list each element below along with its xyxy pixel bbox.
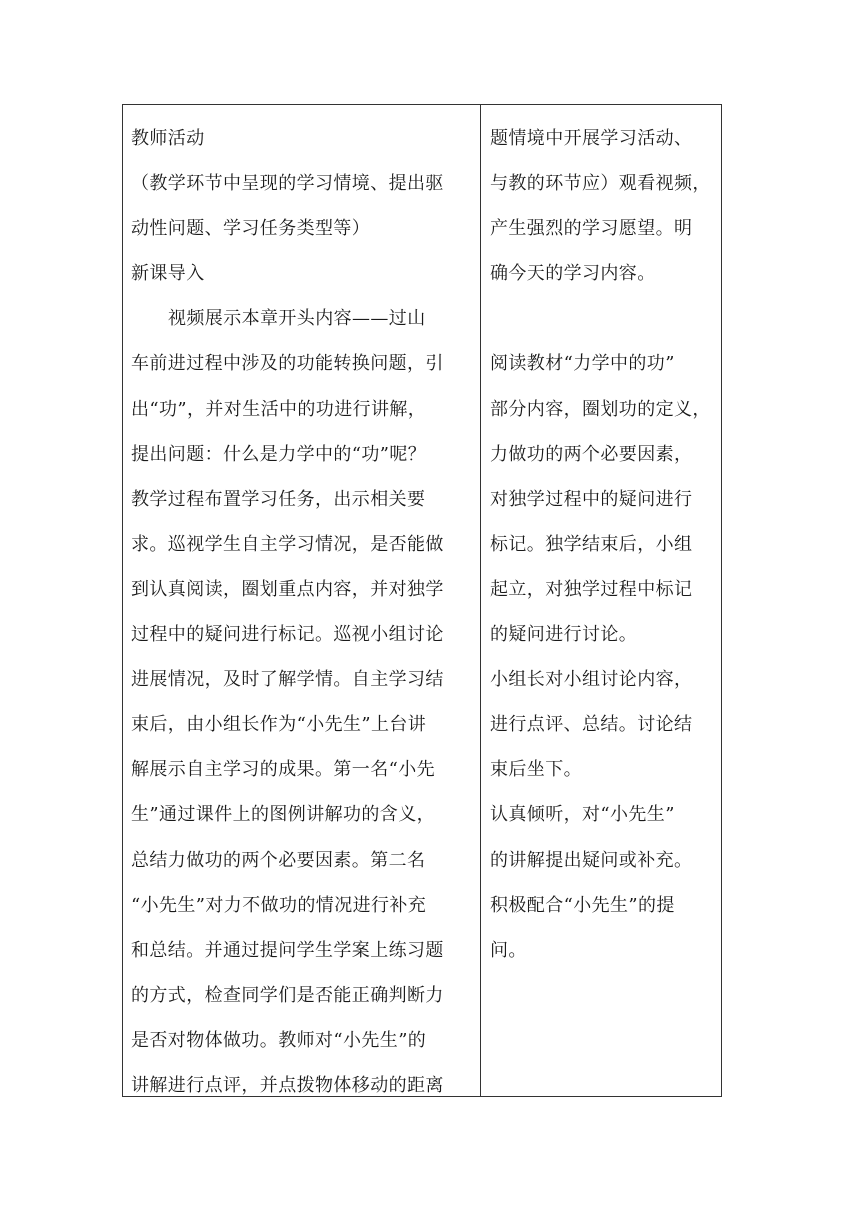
right-line-7: 部分内容，圈划功的定义， [490,398,711,420]
right-line-12: 的疑问进行讨论。 [490,624,638,646]
right-blank-line [490,296,715,341]
right-line-6: 阅读教材“力学中的功” [490,353,675,375]
left-line-13: 进展情况，及时了解学情。自主学习结 [131,669,444,691]
right-line-11: 起立，对独学过程中标记 [490,578,693,600]
right-line-13: 小组长对小组讨论内容， [490,669,693,691]
left-line-2: （教学环节中呈现的学习情境、提出驱 [131,173,444,195]
student-activity-column [481,105,721,1096]
right-line-15: 束后坐下。 [490,759,582,781]
left-line-4: 新课导入 [131,263,205,285]
right-line-3: 产生强烈的学习愿望。明 [490,218,693,240]
right-line-18: 积极配合“小先生”的提 [490,894,675,916]
left-line-12: 过程中的疑问进行标记。巡视小组讨论 [131,624,444,646]
right-line-19: 问。 [490,939,527,961]
teacher-activity-column [123,105,481,1096]
left-line-18: “小先生”对力不做功的情况进行补充 [131,894,427,916]
left-line-3: 动性问题、学习任务类型等） [131,218,371,240]
left-line-19: 和总结。并通过提问学生学案上练习题 [131,939,444,961]
right-line-17: 的讲解提出疑问或补充。 [490,849,693,871]
left-line-5: 视频展示本章开头内容——过山 [168,308,426,330]
lesson-plan-table [122,104,722,1097]
left-line-8: 提出问题：什么是力学中的“功”呢？ [131,443,427,465]
left-line-16: 生”通过课件上的图例讲解功的含义， [131,804,436,826]
right-line-1: 题情境中开展学习活动、 [490,128,693,149]
left-line-17: 总结力做功的两个必要因素。第二名 [131,849,426,871]
left-line-14: 束后，由小组长作为“小先生”上台讲 [131,714,427,736]
left-line-15: 解展示自主学习的成果。第一名“小先 [131,759,436,781]
right-line-2: 与教的环节应）观看视频， [490,173,711,195]
right-line-9: 对独学过程中的疑问进行 [490,488,693,510]
left-line-20: 的方式，检查同学们是否能正确判断力 [131,984,444,1006]
left-line-11: 到认真阅读，圈划重点内容，并对独学 [131,578,444,600]
left-line-21: 是否对物体做功。教师对“小先生”的 [131,1029,427,1051]
left-line-7: 出“功”，并对生活中的功进行讲解， [131,398,427,420]
left-line-22: 讲解进行点评，并点拨物体移动的距离 [131,1074,444,1096]
right-line-8: 力做功的两个必要因素， [490,443,693,465]
left-line-1: 教师活动 [131,128,205,149]
left-line-9: 教学过程布置学习任务，出示相关要 [131,488,426,510]
right-line-14: 进行点评、总结。讨论结 [490,714,693,736]
right-line-4: 确今天的学习内容。 [490,263,656,285]
left-line-6: 车前进过程中涉及的功能转换问题，引 [131,353,444,375]
right-line-10: 标记。独学结束后，小组 [490,533,693,555]
right-line-16: 认真倾听，对“小先生” [490,804,675,826]
left-line-10: 求。巡视学生自主学习情况，是否能做 [131,533,444,555]
